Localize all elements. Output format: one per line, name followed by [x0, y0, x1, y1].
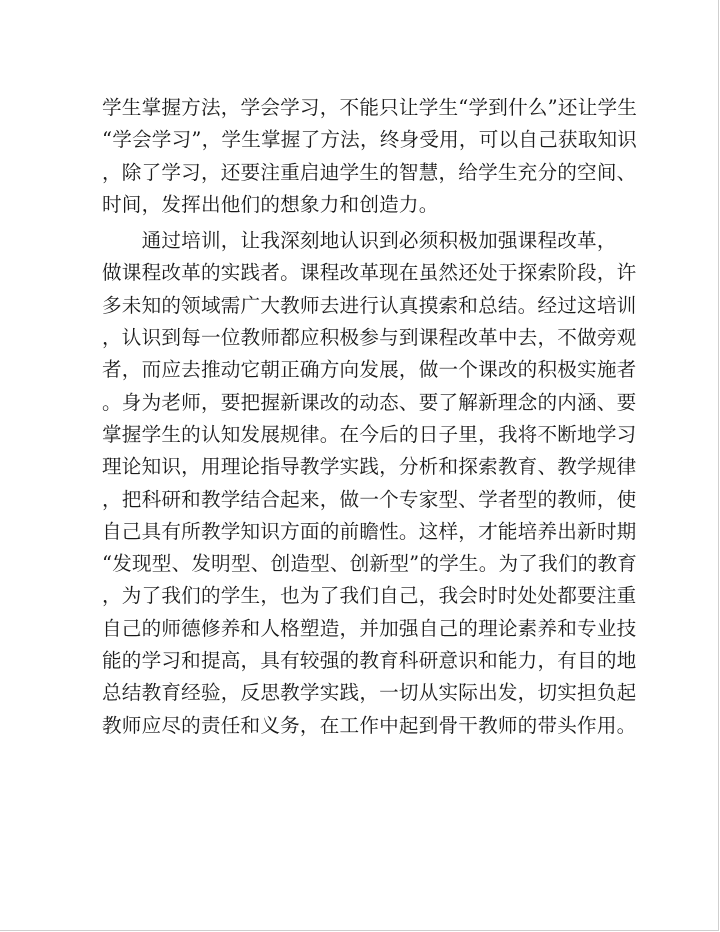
text-line: 。身为老师，要把握新课改的动态、要了解新理念的内涵、要 [102, 390, 637, 414]
text-line: 理论知识，用理论指导教学实践，分析和探索教育、教学规律 [102, 455, 637, 479]
text-line: 者，而应去推动它朝正确方向发展，做一个课改的积极实施者 [102, 358, 637, 382]
text-line: ，为了我们的学生，也为了我们自己，我会时时处处都要注重 [102, 584, 637, 608]
text-line: 多未知的领域需广大教师去进行认真摸索和总结。经过这培训 [102, 293, 637, 317]
text-line: 通过培训，让我深刻地认识到必须积极加强课程改革， [102, 229, 617, 253]
text-line: ，除了学习，还要注重启迪学生的智慧，给学生充分的空间、 [102, 160, 637, 184]
text-line: 学生掌握方法，学会学习，不能只让学生“学到什么”还让学生 [102, 96, 638, 119]
text-line: 自己具有所教学知识方面的前瞻性。这样，才能培养出新时期 [102, 519, 637, 543]
text-line: 自己的师德修养和人格塑造，并加强自己的理论素养和专业技 [102, 616, 637, 640]
text-line: 做课程改革的实践者。课程改革现在虽然还处于探索阶段，许 [102, 261, 637, 285]
text-line: ，把科研和教学结合起来，做一个专家型、学者型的教师，使 [102, 487, 637, 511]
text-line: 能的学习和提高，具有较强的教育科研意识和能力，有目的地 [102, 649, 637, 673]
text-line: 时间，发挥出他们的想象力和创造力。 [102, 192, 439, 216]
text-line: “学会学习”，学生掌握了方法，终身受用，可以自己获取知识 [102, 128, 638, 152]
text-line: 教师应尽的责任和义务，在工作中起到骨干教师的带头作用。 [102, 713, 637, 737]
text-line: “发现型、发明型、创造型、创新型”的学生。为了我们的教育 [102, 552, 638, 576]
text-line: ，认识到每一位教师都应积极参与到课程改革中去，不做旁观 [102, 326, 637, 350]
text-line: 掌握学生的认知发展规律。在今后的日子里，我将不断地学习 [102, 422, 637, 446]
text-line: 总结教育经验，反思教学实践，一切从实际出发，切实担负起 [102, 681, 637, 705]
body-text [102, 92, 638, 742]
